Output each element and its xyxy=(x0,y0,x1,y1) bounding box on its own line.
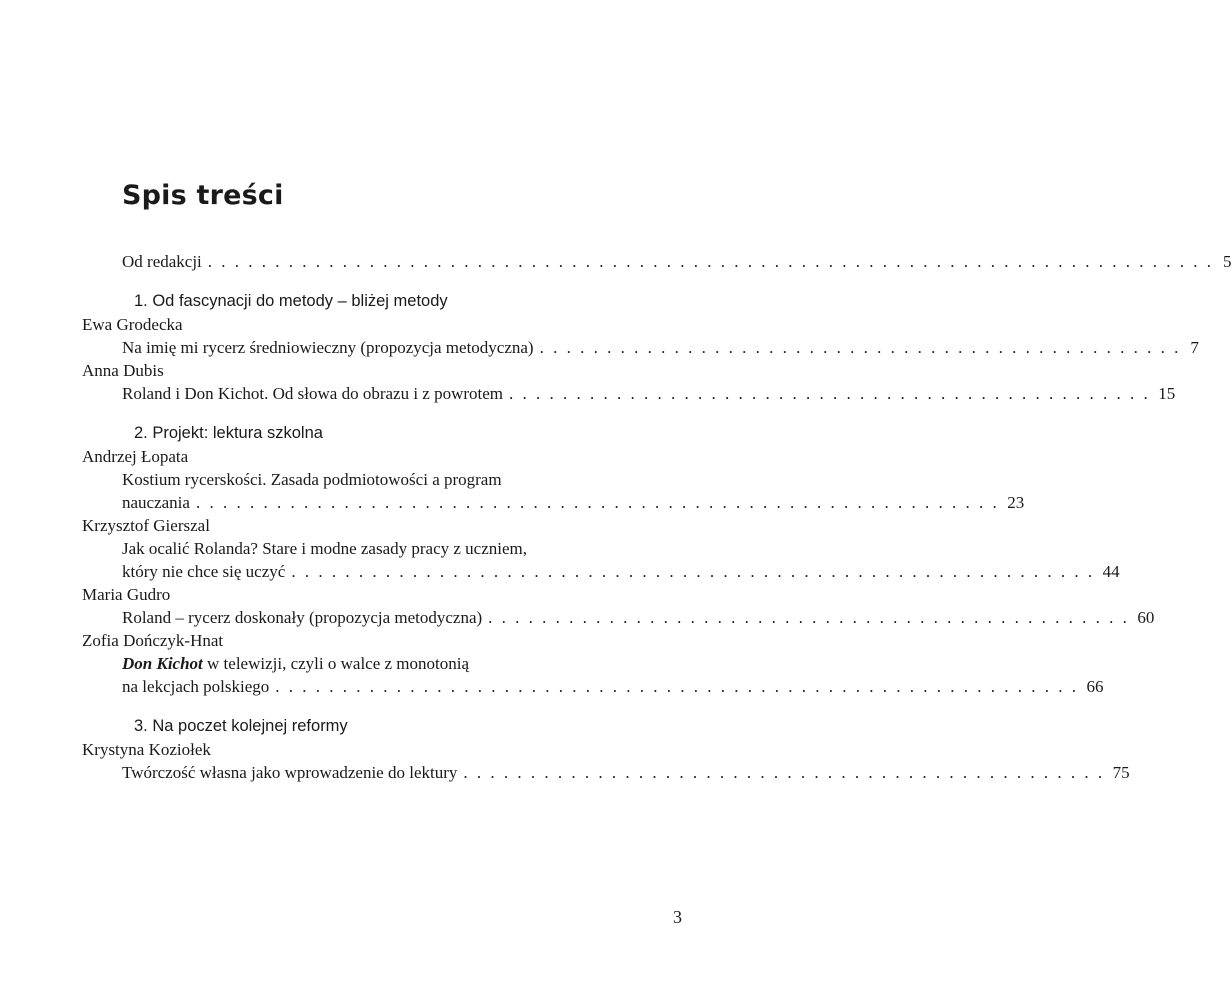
section-heading-2: 2. Projekt: lektura szkolna xyxy=(134,424,323,442)
entry-author: Maria Gudro xyxy=(82,585,171,604)
entry-author: Krystyna Koziołek xyxy=(82,740,211,759)
dot-leader: . . . . . . . . . . . . . . . . . . . . . . . . . . . . . . . . . . . . . . . . . . . . . . . . xyxy=(488,608,1130,627)
entry-author: Anna Dubis xyxy=(82,361,164,380)
entry-author: Ewa Grodecka xyxy=(82,315,183,334)
dot-leader: . . . . . . . . . . . . . . . . . . . . . . . . . . . . . . . . . . . . . . . . . . . . . . . . . . . . . . . . . . . . xyxy=(291,562,1095,581)
toc-entry[interactable] xyxy=(82,761,1130,784)
dot-leader: . . . . . . . . . . . . . . . . . . . . . . . . . . . . . . . . . . . . . . . . . . . . . . . . . . . . . . . . . . . . xyxy=(195,493,1000,512)
toc-entry[interactable] xyxy=(82,606,1155,629)
table-of-contents xyxy=(82,250,1232,784)
entry-page: 44 xyxy=(1102,562,1120,581)
section-heading-1: 1. Od fascynacji do metody – bliżej metody xyxy=(134,292,448,310)
entry-title-line xyxy=(82,652,642,675)
entry-author: Krzysztof Gierszal xyxy=(82,516,210,535)
toc-entry[interactable] xyxy=(82,491,1025,514)
entry-title-line: Jak ocalić Rolanda? Stare i modne zasady pracy z uczniem, xyxy=(122,539,527,558)
entry-page: 60 xyxy=(1137,608,1155,627)
entry-page: 7 xyxy=(1190,338,1199,357)
entry-title-italic: Don Kichot xyxy=(122,654,203,673)
dot-leader: . . . . . . . . . . . . . . . . . . . . . . . . . . . . . . . . . . . . . . . . . . . . . . . . xyxy=(539,338,1181,357)
toc-entry-intro[interactable] xyxy=(82,250,1232,273)
dot-leader: . . . . . . . . . . . . . . . . . . . . . . . . . . . . . . . . . . . . . . . . . . . . . . . . xyxy=(463,763,1105,782)
entry-title-rest: w telewizji, czyli o walce z monotonią xyxy=(202,654,470,673)
entry-title-line: Kostium rycerskości. Zasada podmiotowości a program xyxy=(122,470,502,489)
dot-leader: . . . . . . . . . . . . . . . . . . . . . . . . . . . . . . . . . . . . . . . . . . . . . . . . . . . . . . . . . . . . . . . . . . . . . . . . . . . xyxy=(207,252,1214,271)
dot-leader: . . . . . . . . . . . . . . . . . . . . . . . . . . . . . . . . . . . . . . . . . . . . . . . . . . . . . . . . . . . . xyxy=(275,677,1079,696)
entry-page: 23 xyxy=(1007,493,1025,512)
entry-title: nauczania xyxy=(122,493,190,512)
entry-page: 75 xyxy=(1112,763,1130,782)
entry-page: 15 xyxy=(1158,384,1176,403)
entry-title: Roland i Don Kichot. Od słowa do obrazu i z powrotem xyxy=(122,384,504,403)
toc-entry[interactable] xyxy=(82,336,1199,359)
page-number: 3 xyxy=(673,907,682,927)
entry-title: Twórczość własna jako wprowadzenie do lektury xyxy=(122,763,458,782)
section-heading-3: 3. Na poczet kolejnej reformy xyxy=(134,717,348,735)
entry-author: Andrzej Łopata xyxy=(82,447,189,466)
entry-title: na lekcjach polskiego xyxy=(122,677,270,696)
toc-entry[interactable] xyxy=(82,382,1176,405)
entry-title: Na imię mi rycerz średniowieczny (propozycja metodyczna) xyxy=(122,338,534,357)
entry-title: który nie chce się uczyć xyxy=(122,562,286,581)
entry-page: 5 xyxy=(1223,252,1232,271)
page-title: Spis treści xyxy=(122,180,284,211)
entry-author: Zofia Dończyk-Hnat xyxy=(82,631,224,650)
entry-title: Od redakcji xyxy=(122,252,202,271)
entry-title: Roland – rycerz doskonały (propozycja metodyczna) xyxy=(122,608,483,627)
toc-entry[interactable] xyxy=(82,560,1120,583)
entry-page: 66 xyxy=(1086,677,1104,696)
dot-leader: . . . . . . . . . . . . . . . . . . . . . . . . . . . . . . . . . . . . . . . . . . . . . . . . xyxy=(509,384,1151,403)
toc-entry[interactable] xyxy=(82,675,1104,698)
